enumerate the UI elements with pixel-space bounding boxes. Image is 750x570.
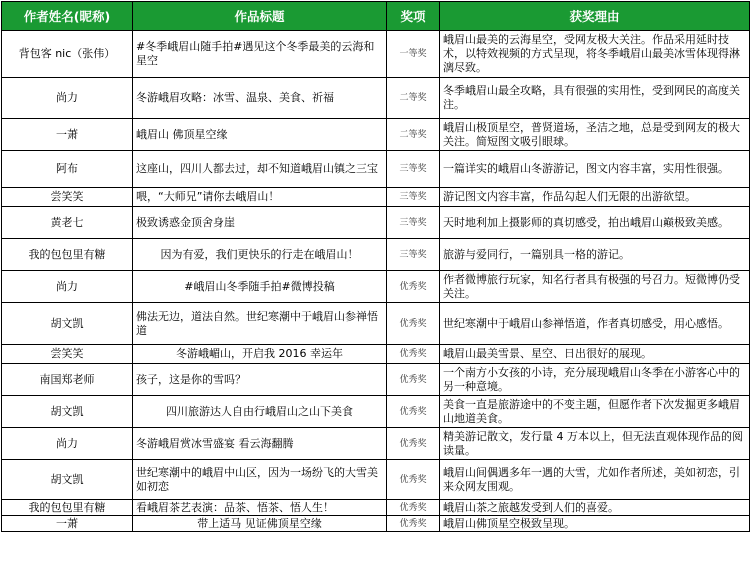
- table-row: [2, 271, 750, 303]
- cell-award: 优秀奖: [387, 396, 440, 428]
- cell-title: 喂，“大师兄”请你去峨眉山！: [133, 188, 387, 207]
- table-row: [2, 207, 750, 239]
- cell-title: 孩子，这是你的雪吗？: [133, 364, 387, 396]
- cell-reason: 美食一直是旅游途中的不变主题，但愿作者下次发掘更多峨眉山地道美食。: [440, 396, 750, 428]
- cell-author: 背包客 nic（张伟）: [2, 31, 133, 78]
- cell-title: 因为有爱，我们更快乐的行走在峨眉山！: [133, 239, 387, 271]
- cell-award: 优秀奖: [387, 428, 440, 460]
- table-row: [2, 303, 750, 345]
- cell-award: 三等奖: [387, 239, 440, 271]
- table-row: [2, 151, 750, 188]
- cell-award: 优秀奖: [387, 303, 440, 345]
- cell-title: 看峨眉茶艺表演：品茶、悟茶、悟人生！: [133, 500, 387, 516]
- table-row: [2, 31, 750, 78]
- cell-reason: 峨眉山茶之旅越发受到人们的喜爱。: [440, 500, 750, 516]
- cell-author: 尚力: [2, 78, 133, 119]
- cell-reason: 精美游记散文，发行量 4 万本以上，但无法直观体现作品的阅读量。: [440, 428, 750, 460]
- cell-reason: 峨眉山最美雪景、星空、日出很好的展现。: [440, 345, 750, 364]
- cell-author: 南国郑老师: [2, 364, 133, 396]
- cell-award: 优秀奖: [387, 271, 440, 303]
- cell-title: 四川旅游达人自由行峨眉山之山下美食: [133, 396, 387, 428]
- cell-author: 黄老七: [2, 207, 133, 239]
- table-row: [2, 396, 750, 428]
- cell-title: 峨眉山 佛顶星空缘: [133, 119, 387, 151]
- cell-award: 三等奖: [387, 207, 440, 239]
- cell-award: 二等奖: [387, 78, 440, 119]
- cell-title: 极致诱惑金顶舍身崖: [133, 207, 387, 239]
- cell-reason: 峨眉山佛顶星空极致呈现。: [440, 516, 750, 532]
- cell-title: 世纪寒潮中的峨眉中山区，因为一场纷飞的大雪美如初恋: [133, 460, 387, 500]
- header-reason: 获奖理由: [440, 2, 750, 31]
- cell-author: 阿布: [2, 151, 133, 188]
- cell-author: 尚力: [2, 271, 133, 303]
- awards-table: [1, 1, 750, 532]
- table-body: [2, 31, 750, 532]
- cell-reason: 冬季峨眉山最全攻略，具有很强的实用性，受到网民的高度关注。: [440, 78, 750, 119]
- cell-reason: 天时地利加上摄影师的真切感受，拍出峨眉山巅极致美感。: [440, 207, 750, 239]
- cell-author: 尚力: [2, 428, 133, 460]
- cell-author: 尝笑笑: [2, 345, 133, 364]
- cell-author: 胡文凯: [2, 460, 133, 500]
- cell-award: 优秀奖: [387, 345, 440, 364]
- cell-reason: 峨眉山最美的云海星空，受网友极大关注。作品采用延时技术，以特效视频的方式呈现，将冬季峨眉山最美冰雪体现得淋漓尽致。: [440, 31, 750, 78]
- table-row: [2, 188, 750, 207]
- cell-author: 我的包包里有糖: [2, 239, 133, 271]
- cell-award: 三等奖: [387, 188, 440, 207]
- cell-award: 二等奖: [387, 119, 440, 151]
- table-row: [2, 516, 750, 532]
- table-row: [2, 460, 750, 500]
- cell-reason: 作者微博旅行玩家，知名行者具有极强的号召力。短微博仍受关注。: [440, 271, 750, 303]
- cell-award: 一等奖: [387, 31, 440, 78]
- cell-award: 优秀奖: [387, 516, 440, 532]
- cell-reason: 世纪寒潮中于峨眉山参禅悟道，作者真切感受，用心感悟。: [440, 303, 750, 345]
- cell-reason: 游记图文内容丰富，作品勾起人们无限的出游欲望。: [440, 188, 750, 207]
- table-row: [2, 500, 750, 516]
- cell-author: 我的包包里有糖: [2, 500, 133, 516]
- cell-author: 胡文凯: [2, 303, 133, 345]
- cell-author: 一萧: [2, 119, 133, 151]
- table-row: [2, 364, 750, 396]
- cell-author: 一萧: [2, 516, 133, 532]
- cell-reason: 一个南方小女孩的小诗，充分展现峨眉山冬季在小游客心中的另一种意境。: [440, 364, 750, 396]
- table-row: [2, 428, 750, 460]
- table-row: [2, 78, 750, 119]
- cell-award: 三等奖: [387, 151, 440, 188]
- cell-award: 优秀奖: [387, 364, 440, 396]
- cell-title: 冬游峨眉赏冰雪盛宴 看云海翻腾: [133, 428, 387, 460]
- cell-reason: 峨眉山间偶遇多年一遇的大雪，尤如作者所述，美如初恋，引来众网友围观。: [440, 460, 750, 500]
- header-row: [2, 2, 750, 31]
- cell-reason: 旅游与爱同行，一篇别具一格的游记。: [440, 239, 750, 271]
- cell-title: 这座山，四川人都去过，却不知道峨眉山镇之三宝: [133, 151, 387, 188]
- table-row: [2, 119, 750, 151]
- cell-author: 尝笑笑: [2, 188, 133, 207]
- header-title: 作品标题: [133, 2, 387, 31]
- cell-title: 佛法无边，道法自然。世纪寒潮中于峨眉山参禅悟道: [133, 303, 387, 345]
- cell-reason: 峨眉山极顶星空，普贤道场，圣洁之地，总是受到网友的极大关注。简短图文吸引眼球。: [440, 119, 750, 151]
- table-header: [2, 2, 750, 31]
- cell-title: 带上适马 见证佛顶星空缘: [133, 516, 387, 532]
- header-award: 奖项: [387, 2, 440, 31]
- cell-title: 冬游峨嵋山，开启我 2016 幸运年: [133, 345, 387, 364]
- cell-award: 优秀奖: [387, 460, 440, 500]
- cell-award: 优秀奖: [387, 500, 440, 516]
- cell-reason: 一篇详实的峨眉山冬游游记，图文内容丰富，实用性很强。: [440, 151, 750, 188]
- cell-author: 胡文凯: [2, 396, 133, 428]
- cell-title: #峨眉山冬季随手拍#微博投稿: [133, 271, 387, 303]
- table-row: [2, 239, 750, 271]
- table-row: [2, 345, 750, 364]
- cell-title: 冬游峨眉攻略：冰雪、温泉、美食、祈福: [133, 78, 387, 119]
- header-author: 作者姓名(昵称): [2, 2, 133, 31]
- cell-title: #冬季峨眉山随手拍#遇见这个冬季最美的云海和星空: [133, 31, 387, 78]
